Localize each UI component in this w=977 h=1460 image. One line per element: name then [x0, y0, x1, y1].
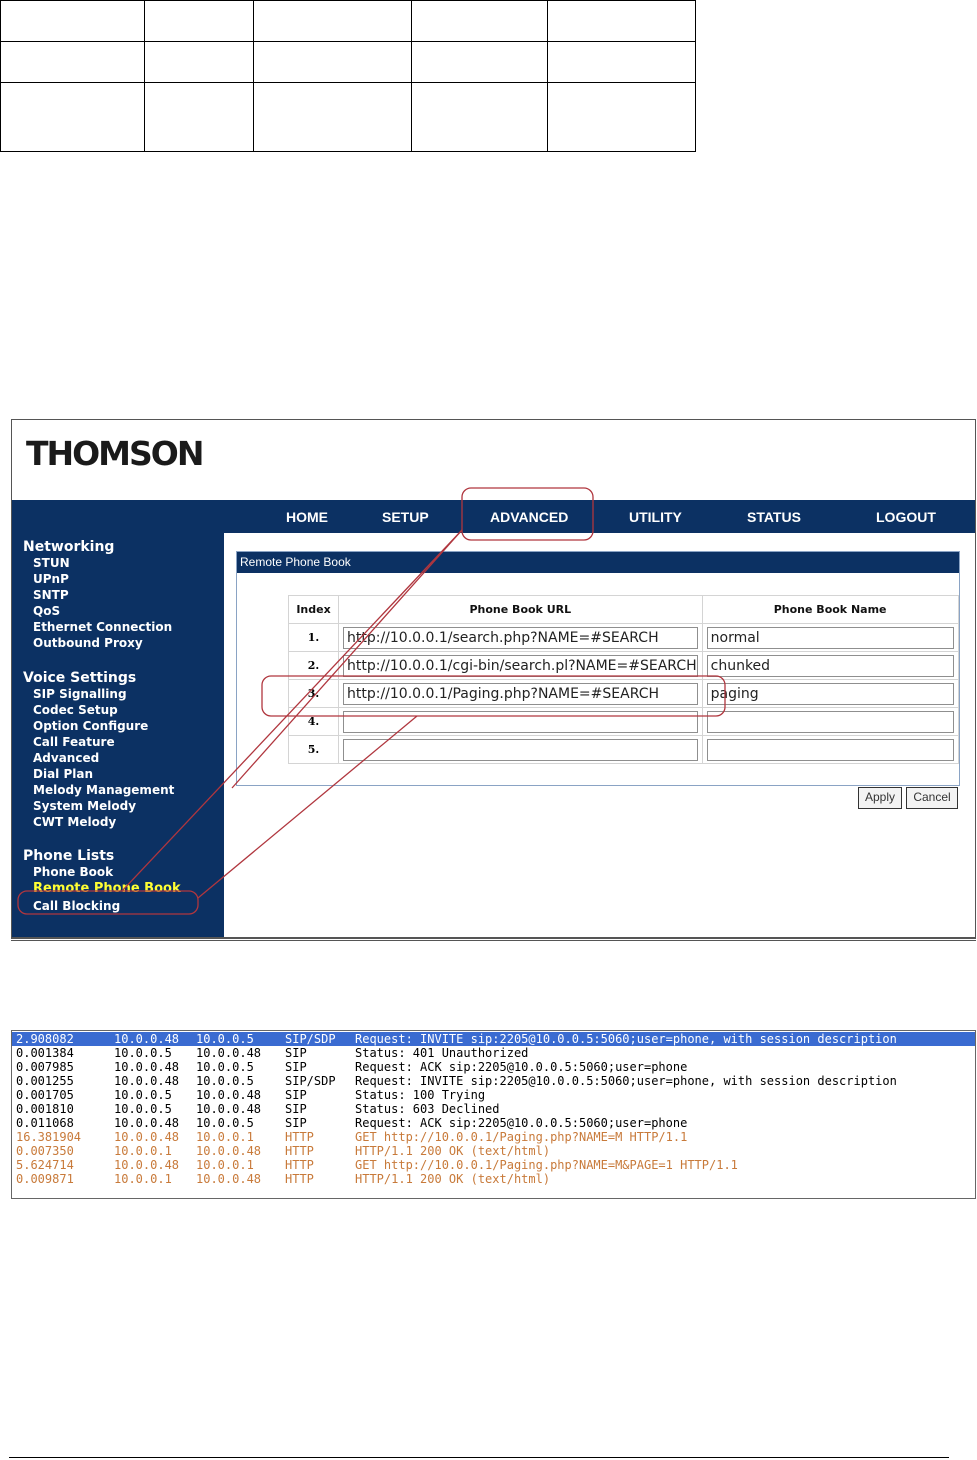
capture-destination: 10.0.0.48	[196, 1144, 262, 1158]
cancel-button[interactable]: Cancel	[906, 787, 958, 809]
footer-rule	[9, 1457, 949, 1458]
capture-info: Request: ACK sip:2205@10.0.0.5:5060;user=phone	[355, 1060, 688, 1074]
capture-time: 0.001255	[16, 1074, 74, 1088]
nav-utility[interactable]: UTILITY	[629, 509, 682, 525]
capture-protocol: SIP	[285, 1046, 307, 1060]
capture-time: 0.011068	[16, 1116, 74, 1130]
panel-title: Remote Phone Book	[237, 552, 959, 573]
name-field[interactable]	[707, 739, 954, 761]
sidebar-item-dial-plan[interactable]: Dial Plan	[33, 767, 94, 781]
header-name: Phone Book Name	[702, 596, 958, 624]
name-field[interactable]: normal	[707, 627, 954, 649]
capture-protocol: SIP	[285, 1116, 307, 1130]
sidebar-item-codec-setup[interactable]: Codec Setup	[33, 703, 118, 717]
capture-protocol: HTTP	[285, 1158, 314, 1172]
table-row	[289, 652, 959, 680]
phone-book-table	[288, 595, 959, 764]
table-row	[289, 680, 959, 708]
header-index: Index	[289, 596, 339, 624]
sidebar-item-phone-book[interactable]: Phone Book	[33, 865, 114, 879]
sidebar-item-upnp[interactable]: UPnP	[33, 572, 69, 586]
capture-protocol: SIP	[285, 1060, 307, 1074]
sidebar-item-stun[interactable]: STUN	[33, 556, 70, 570]
capture-destination: 10.0.0.1	[196, 1130, 254, 1144]
capture-info: HTTP/1.1 200 OK (text/html)	[355, 1144, 551, 1158]
router-admin-screenshot	[11, 419, 976, 938]
sidebar-item-system-melody[interactable]: System Melody	[33, 799, 137, 813]
capture-destination: 10.0.0.1	[196, 1158, 254, 1172]
capture-time: 0.001384	[16, 1046, 74, 1060]
sidebar-item-option-configure[interactable]: Option Configure	[33, 719, 149, 733]
capture-row[interactable]	[12, 1046, 975, 1060]
capture-destination: 10.0.0.48	[196, 1046, 262, 1060]
capture-time: 0.009871	[16, 1172, 74, 1186]
nav-logout[interactable]: LOGOUT	[876, 509, 936, 525]
capture-destination: 10.0.0.5	[196, 1116, 254, 1130]
sidebar-item-ethernet-connection[interactable]: Ethernet Connection	[33, 620, 173, 634]
capture-info: Request: ACK sip:2205@10.0.0.5:5060;user=phone	[355, 1116, 688, 1130]
nav-home[interactable]: HOME	[286, 509, 328, 525]
name-field[interactable]: chunked	[707, 655, 954, 677]
capture-protocol: SIP/SDP	[285, 1032, 336, 1046]
capture-row[interactable]	[12, 1060, 975, 1074]
name-field[interactable]: paging	[707, 683, 954, 705]
capture-time: 2.908082	[16, 1032, 74, 1046]
row-index: 5.	[289, 736, 339, 764]
capture-time: 0.001705	[16, 1088, 74, 1102]
capture-row[interactable]	[12, 1172, 975, 1186]
capture-info: GET http://10.0.0.1/Paging.php?NAME=M HTTP/1.1	[355, 1130, 688, 1144]
capture-destination: 10.0.0.5	[196, 1074, 254, 1088]
capture-row[interactable]	[12, 1102, 975, 1116]
capture-row[interactable]	[12, 1074, 975, 1088]
capture-source: 10.0.0.5	[114, 1046, 172, 1060]
sidebar-item-sip-signalling[interactable]: SIP Signalling	[33, 687, 127, 701]
table-row	[289, 708, 959, 736]
capture-info: Request: INVITE sip:2205@10.0.0.5:5060;user=phone, with session description	[355, 1032, 897, 1046]
url-field[interactable]	[343, 739, 698, 761]
table-row	[289, 736, 959, 764]
nav-advanced[interactable]: ADVANCED	[490, 509, 569, 525]
sidebar-item-call-blocking[interactable]: Call Blocking	[33, 899, 121, 913]
sidebar-section-phone-lists: Phone Lists	[23, 848, 115, 864]
sidebar-section-networking: Networking	[23, 539, 115, 555]
sidebar	[12, 533, 224, 937]
capture-info: Status: 603 Declined	[355, 1102, 500, 1116]
top-nav	[12, 500, 975, 533]
capture-row[interactable]	[12, 1144, 975, 1158]
capture-row[interactable]	[12, 1032, 975, 1046]
capture-info: Status: 100 Trying	[355, 1088, 486, 1102]
capture-source: 10.0.0.1	[114, 1172, 172, 1186]
url-field[interactable]: http://10.0.0.1/Paging.php?NAME=#SEARCH	[343, 683, 698, 705]
capture-protocol: HTTP	[285, 1172, 314, 1186]
capture-source: 10.0.0.48	[114, 1032, 180, 1046]
sidebar-section-voice-settings: Voice Settings	[23, 670, 137, 686]
capture-source: 10.0.0.48	[114, 1116, 180, 1130]
url-field[interactable]	[343, 711, 698, 733]
row-index: 4.	[289, 708, 339, 736]
capture-info: HTTP/1.1 200 OK (text/html)	[355, 1172, 551, 1186]
apply-button[interactable]: Apply	[858, 787, 902, 809]
capture-destination: 10.0.0.5	[196, 1032, 254, 1046]
capture-destination: 10.0.0.48	[196, 1172, 262, 1186]
row-index: 1.	[289, 624, 339, 652]
capture-source: 10.0.0.48	[114, 1074, 180, 1088]
name-field[interactable]	[707, 711, 954, 733]
capture-time: 5.624714	[16, 1158, 74, 1172]
capture-row[interactable]	[12, 1130, 975, 1144]
empty-table	[0, 0, 696, 152]
sidebar-item-outbound-proxy[interactable]: Outbound Proxy	[33, 636, 143, 650]
capture-destination: 10.0.0.48	[196, 1102, 262, 1116]
capture-source: 10.0.0.48	[114, 1060, 180, 1074]
row-index: 2.	[289, 652, 339, 680]
sidebar-item-qos[interactable]: QoS	[33, 604, 61, 618]
capture-source: 10.0.0.48	[114, 1130, 180, 1144]
sidebar-item-cwt-melody[interactable]: CWT Melody	[33, 815, 117, 829]
main-content	[224, 533, 975, 937]
capture-time: 0.007985	[16, 1060, 74, 1074]
capture-row[interactable]	[12, 1088, 975, 1102]
capture-info: Status: 401 Unauthorized	[355, 1046, 529, 1060]
capture-protocol: SIP	[285, 1102, 307, 1116]
capture-row[interactable]	[12, 1158, 975, 1172]
nav-setup[interactable]: SETUP	[382, 509, 429, 525]
capture-source: 10.0.0.1	[114, 1144, 172, 1158]
capture-protocol: SIP	[285, 1088, 307, 1102]
sidebar-item-melody-management[interactable]: Melody Management	[33, 783, 175, 797]
capture-source: 10.0.0.48	[114, 1158, 180, 1172]
table-row	[289, 624, 959, 652]
capture-destination: 10.0.0.5	[196, 1060, 254, 1074]
thomson-logo: THOMSON	[26, 434, 203, 473]
capture-info: Request: INVITE sip:2205@10.0.0.5:5060;user=phone, with session description	[355, 1074, 897, 1088]
url-field[interactable]: http://10.0.0.1/search.php?NAME=#SEARCH	[343, 627, 698, 649]
nav-status[interactable]: STATUS	[747, 509, 801, 525]
capture-protocol: HTTP	[285, 1130, 314, 1144]
capture-time: 0.007350	[16, 1144, 74, 1158]
capture-info: GET http://10.0.0.1/Paging.php?NAME=M&PAGE=1 HTTP/1.1	[355, 1158, 738, 1172]
row-index: 3.	[289, 680, 339, 708]
capture-protocol: SIP/SDP	[285, 1074, 336, 1088]
sidebar-item-call-feature[interactable]: Call Feature	[33, 735, 115, 749]
sidebar-item-advanced[interactable]: Advanced	[33, 751, 100, 765]
screenshot-bottom-edge	[11, 938, 976, 941]
capture-protocol: HTTP	[285, 1144, 314, 1158]
capture-source: 10.0.0.5	[114, 1088, 172, 1102]
url-field[interactable]: http://10.0.0.1/cgi-bin/search.pl?NAME=#SEARCH	[343, 655, 698, 677]
packet-capture	[11, 1030, 976, 1199]
capture-time: 16.381904	[16, 1130, 82, 1144]
capture-time: 0.001810	[16, 1102, 74, 1116]
header-url: Phone Book URL	[339, 596, 703, 624]
capture-destination: 10.0.0.48	[196, 1088, 262, 1102]
sidebar-item-remote-phone-book[interactable]: Remote Phone Book	[33, 881, 181, 896]
capture-source: 10.0.0.5	[114, 1102, 172, 1116]
capture-row[interactable]	[12, 1116, 975, 1130]
sidebar-item-sntp[interactable]: SNTP	[33, 588, 69, 602]
remote-phone-book-panel	[236, 551, 960, 786]
